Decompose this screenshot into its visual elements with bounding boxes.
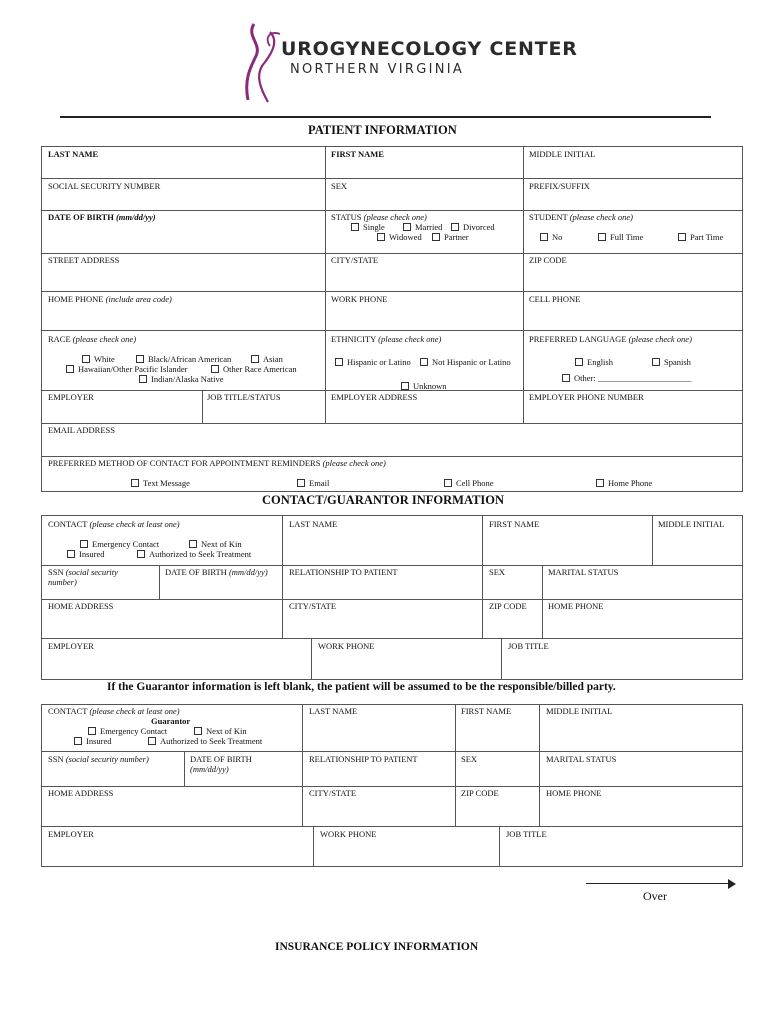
race-label: RACE (please check one) (48, 334, 137, 344)
contact1-city-label: CITY/STATE (289, 601, 337, 611)
contact1-employer-label: EMPLOYER (48, 641, 94, 651)
contact1-authorized-option[interactable]: Authorized to Seek Treatment (137, 549, 251, 559)
status-divorced-option[interactable]: Divorced (451, 222, 495, 232)
contact1-job-title-label: JOB TITLE (508, 641, 549, 651)
contact1-marital-label: MARITAL STATUS (548, 567, 619, 577)
contact1-middle-initial-label: MIDDLE INITIAL (658, 519, 725, 529)
dob-label: DATE OF BIRTH (mm/dd/yy) (48, 212, 156, 222)
logo-ribbon-icon (240, 22, 292, 106)
contact1-home-phone-label: HOME PHONE (548, 601, 604, 611)
contact1-zip-label: ZIP CODE (489, 601, 527, 611)
first-name-label: FIRST NAME (331, 149, 384, 159)
home-phone-label: HOME PHONE (include area code) (48, 294, 172, 304)
contact2-first-name-label: FIRST NAME (461, 706, 512, 716)
contact2-dob-label: DATE OF BIRTH (190, 754, 252, 764)
contact-email-option[interactable]: Email (297, 478, 329, 488)
contact1-emergency-option[interactable]: Emergency Contact (80, 539, 159, 549)
contact2-ssn-label: SSN (social security number) (48, 754, 149, 764)
contact1-last-name-label: LAST NAME (289, 519, 338, 529)
contact1-next-of-kin-option[interactable]: Next of Kin (189, 539, 242, 549)
cell-phone-label: CELL PHONE (529, 294, 581, 304)
contact2-zip-label: ZIP CODE (461, 788, 499, 798)
contact2-guarantor-label: Guarantor (151, 716, 191, 726)
contact2-job-title-label: JOB TITLE (506, 829, 547, 839)
contact1-ssn-hint: number) (48, 577, 77, 587)
contact1-first-name-label: FIRST NAME (489, 519, 540, 529)
language-english-option[interactable]: English (575, 357, 613, 367)
contact2-next-of-kin-option[interactable]: Next of Kin (194, 726, 247, 736)
status-married-option[interactable]: Married (403, 222, 442, 232)
status-widowed-option[interactable]: Widowed (377, 232, 422, 242)
employer-phone-label: EMPLOYER PHONE NUMBER (529, 392, 644, 402)
contact1-work-phone-label: WORK PHONE (318, 641, 375, 651)
student-fulltime-option[interactable]: Full Time (598, 232, 643, 242)
contact1-home-address-label: HOME ADDRESS (48, 601, 114, 611)
race-other-option[interactable]: Other Race American (211, 364, 297, 374)
contact-home-option[interactable]: Home Phone (596, 478, 652, 488)
contact2-last-name-label: LAST NAME (309, 706, 358, 716)
status-partner-option[interactable]: Partner (432, 232, 469, 242)
student-no-option[interactable]: No (540, 232, 562, 242)
last-name-label: LAST NAME (48, 149, 99, 159)
zip-code-label: ZIP CODE (529, 255, 567, 265)
patient-info-table (41, 146, 743, 492)
contact2-authorized-option[interactable]: Authorized to Seek Treatment (148, 736, 262, 746)
city-state-label: CITY/STATE (331, 255, 379, 265)
contact2-city-label: CITY/STATE (309, 788, 357, 798)
contact2-home-phone-label: HOME PHONE (546, 788, 602, 798)
race-indian-option[interactable]: Indian/Alaska Native (139, 374, 223, 384)
language-other-option[interactable]: Other: ______________________ (562, 373, 691, 383)
logo-subtitle: NORTHERN VIRGINIA (290, 62, 465, 77)
prefix-label: PREFIX/SUFFIX (529, 181, 590, 191)
job-title-status-label: JOB TITLE/STATUS (207, 392, 281, 402)
over-arrow-line (586, 883, 729, 884)
contact1-ssn-label: SSN (social security (48, 567, 118, 577)
status-label: STATUS (please check one) (331, 212, 427, 222)
contact2-relationship-label: RELATIONSHIP TO PATIENT (309, 754, 418, 764)
status-single-option[interactable]: Single (351, 222, 385, 232)
contact2-dob-format: (mm/dd/yy) (190, 764, 229, 774)
contact-guarantor-heading: CONTACT/GUARANTOR INFORMATION (262, 493, 505, 507)
contact2-home-address-label: HOME ADDRESS (48, 788, 114, 798)
employer-label: EMPLOYER (48, 392, 94, 402)
over-arrow-icon (728, 879, 736, 889)
ssn-label: SOCIAL SECURITY NUMBER (48, 181, 161, 191)
street-address-label: STREET ADDRESS (48, 255, 120, 265)
contact2-work-phone-label: WORK PHONE (320, 829, 377, 839)
ethnicity-label: ETHNICITY (please check one) (331, 334, 442, 344)
insurance-policy-heading: INSURANCE POLICY INFORMATION (275, 941, 479, 953)
contact2-sex-label: SEX (461, 754, 478, 764)
middle-initial-label: MIDDLE INITIAL (529, 149, 596, 159)
ethnicity-hispanic-option[interactable]: Hispanic or Latino (335, 357, 411, 367)
language-spanish-option[interactable]: Spanish (652, 357, 691, 367)
sex-label: SEX (331, 181, 348, 191)
email-address-label: EMAIL ADDRESS (48, 425, 115, 435)
over-label: Over (643, 889, 667, 903)
race-hawaiian-option[interactable]: Hawaiian/Other Pacific Islander (66, 364, 188, 374)
race-black-option[interactable]: Black/African American (136, 354, 231, 364)
guarantor-notice: If the Guarantor information is left blank, the patient will be assumed to be the responsible/billed party. (107, 681, 616, 693)
ethnicity-not-hispanic-option[interactable]: Not Hispanic or Latino (420, 357, 511, 367)
language-label: PREFERRED LANGUAGE (please check one) (529, 334, 692, 344)
contact2-employer-label: EMPLOYER (48, 829, 94, 839)
contact2-insured-option[interactable]: Insured (74, 736, 112, 746)
header-rule (60, 116, 711, 118)
contact2-marital-label: MARITAL STATUS (546, 754, 617, 764)
contact1-label: CONTACT (please check at least one) (48, 519, 180, 529)
patient-info-heading: PATIENT INFORMATION (308, 123, 457, 137)
student-parttime-option[interactable]: Part Time (678, 232, 723, 242)
contact1-dob-label: DATE OF BIRTH (mm/dd/yy) (165, 567, 268, 577)
contact-cell-option[interactable]: Cell Phone (444, 478, 494, 488)
employer-address-label: EMPLOYER ADDRESS (331, 392, 418, 402)
contact1-insured-option[interactable]: Insured (67, 549, 105, 559)
contact2-emergency-option[interactable]: Emergency Contact (88, 726, 167, 736)
logo-title: UROGYNECOLOGY CENTER (281, 38, 578, 60)
contact-method-label: PREFERRED METHOD OF CONTACT FOR APPOINTMENT REMINDERS (please check one) (48, 458, 386, 468)
race-asian-option[interactable]: Asian (251, 354, 283, 364)
race-white-option[interactable]: White (82, 354, 115, 364)
ethnicity-unknown-option[interactable]: Unknown (401, 381, 447, 391)
contact2-middle-initial-label: MIDDLE INITIAL (546, 706, 613, 716)
work-phone-label: WORK PHONE (331, 294, 388, 304)
contact1-relationship-label: RELATIONSHIP TO PATIENT (289, 567, 398, 577)
student-label: STUDENT (please check one) (529, 212, 633, 222)
contact-text-option[interactable]: Text Message (131, 478, 190, 488)
contact1-sex-label: SEX (489, 567, 506, 577)
contact2-label: CONTACT (please check at least one) (48, 706, 180, 716)
